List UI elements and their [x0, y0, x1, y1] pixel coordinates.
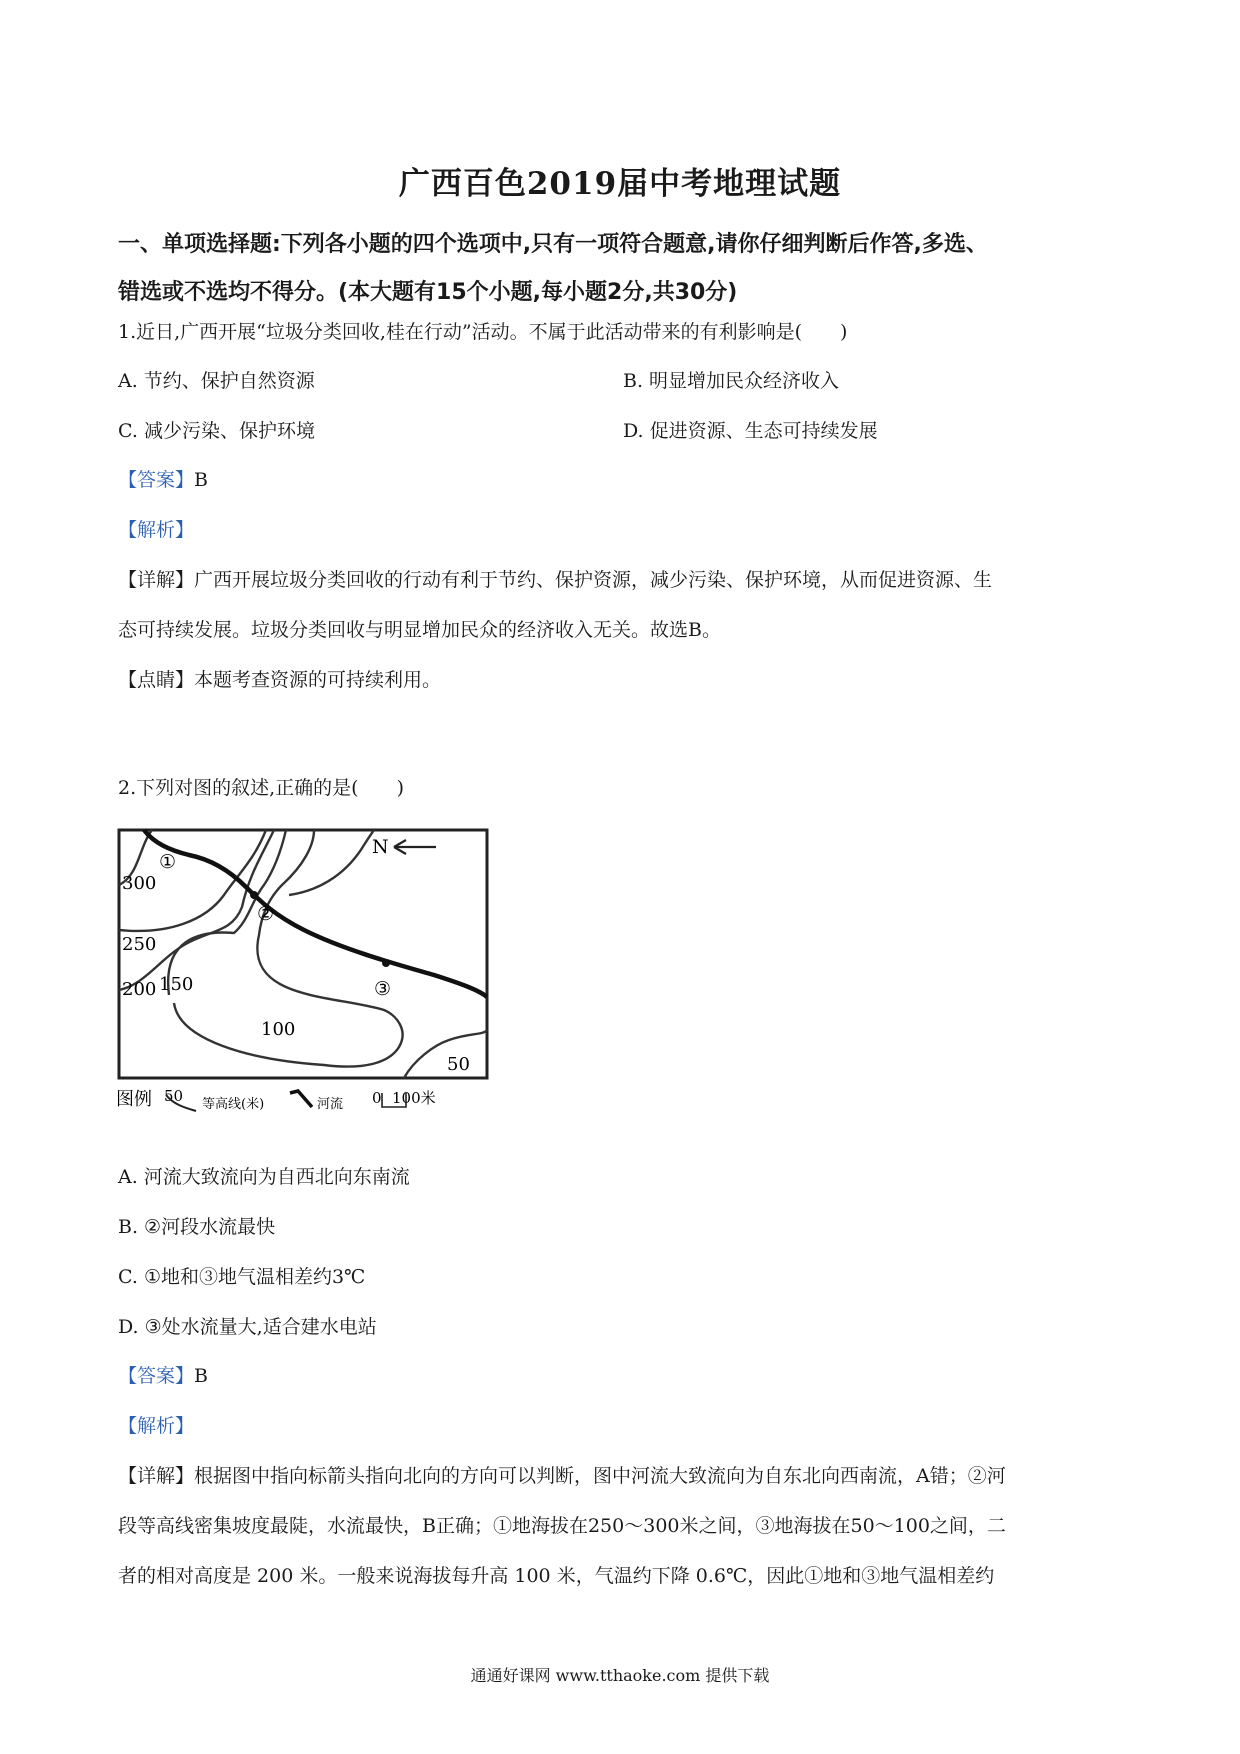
q1-answer [118, 465, 208, 492]
site-label-3: ③ [374, 978, 392, 1000]
contour-label-150: 150 [159, 974, 194, 995]
legend-title: 图例 [116, 1089, 152, 1110]
q2-answer [118, 1361, 208, 1388]
north-label: N [372, 836, 389, 858]
q2-detail-text1: 根据图中指向标箭头指向北向的方向可以判断，图中河流大致流向为自东北向西南流，A错；②河 [194, 1465, 1006, 1487]
q2-detail-line1 [118, 1461, 1006, 1488]
q1-option-b: B. 明显增加民众经济收入 [623, 370, 840, 392]
q1-option-a: A. 节约、保护自然资源 [118, 370, 315, 392]
q2-option-c: C. ①地和③地气温相差约3℃ [118, 1266, 366, 1288]
site-label-2: ② [257, 903, 275, 925]
q2-answer-value: B [194, 1365, 208, 1387]
contour-label-250: 250 [122, 934, 157, 955]
q2-option-d: D. ③处水流量大,适合建水电站 [118, 1316, 377, 1338]
q2-answer-tag: 【答案】 [118, 1365, 195, 1387]
q1-point-text: 本题考查资源的可持续利用。 [194, 669, 442, 691]
section-heading-line2: 错选或不选均不得分。(本大题有15个小题,每小题2分,共30分) [118, 280, 738, 305]
site-label-1: ① [159, 851, 177, 873]
q1-stem: 1.近日,广西开展“垃圾分类回收,桂在行动”活动。不属于此活动带来的有利影响是( ) [118, 321, 848, 343]
q1-detail-text1: 广西开展垃圾分类回收的行动有利于节约、保护资源，减少污染、保护环境，从而促进资源、生 [194, 569, 993, 591]
river-line [144, 830, 487, 997]
scale-label: 100米 [392, 1089, 436, 1107]
site-2-dot [250, 891, 258, 899]
contour-label-300: 300 [122, 873, 157, 894]
q2-analysis-tag: 【解析】 [118, 1415, 195, 1437]
q2-detail-tag: 【详解】 [118, 1465, 195, 1487]
contour-map [114, 825, 494, 1115]
q1-option-c: C. 减少污染、保护环境 [118, 420, 315, 442]
page-footer: 通通好课网 www.tthaoke.com 提供下载 [470, 1666, 770, 1685]
contour-line-50 [404, 1030, 487, 1078]
contour-label-50: 50 [447, 1054, 470, 1075]
q1-detail-line1 [118, 565, 992, 592]
legend-contour-value: 50 [164, 1087, 184, 1105]
q1-answer-value: B [194, 469, 208, 491]
scale-zero: 0 [372, 1089, 382, 1107]
q2-detail-line3: 者的相对高度是 200 米。一般来说海拔每升高 100 米，气温约下降 0.6℃，因此①地和③地气温相差约 [118, 1565, 995, 1587]
q2-stem: 2.下列对图的叙述,正确的是( ) [118, 777, 404, 799]
q2-option-b: B. ②河段水流最快 [118, 1216, 276, 1238]
page-title: 广西百色2019届中考地理试题 [398, 166, 842, 202]
q1-option-d: D. 促进资源、生态可持续发展 [623, 420, 878, 442]
q1-point-tag: 【点睛】 [118, 669, 195, 691]
contour-label-200: 200 [122, 979, 157, 1000]
site-3-dot [382, 959, 390, 967]
q1-analysis-tag: 【解析】 [118, 519, 195, 541]
legend-river-label: 河流 [317, 1097, 344, 1112]
contour-label-100: 100 [261, 1019, 296, 1040]
q1-detail-tag: 【详解】 [118, 569, 195, 591]
q2-detail-line2: 段等高线密集坡度最陡，水流最快，B正确；①地海拔在250～300米之间，③地海拔在50～100之间，二 [118, 1515, 1006, 1537]
q2-option-a: A. 河流大致流向为自西北向东南流 [118, 1166, 410, 1188]
legend-contour-label: 等高线(米) [202, 1097, 265, 1112]
legend-river-symbol [290, 1091, 312, 1107]
q1-point [118, 665, 441, 692]
section-heading-line1: 一、单项选择题:下列各小题的四个选项中,只有一项符合题意,请你仔细判断后作答,多选、 [118, 232, 988, 257]
q1-detail-line2: 态可持续发展。垃圾分类回收与明显增加民众的经济收入无关。故选B。 [118, 619, 721, 641]
q1-answer-tag: 【答案】 [118, 469, 195, 491]
